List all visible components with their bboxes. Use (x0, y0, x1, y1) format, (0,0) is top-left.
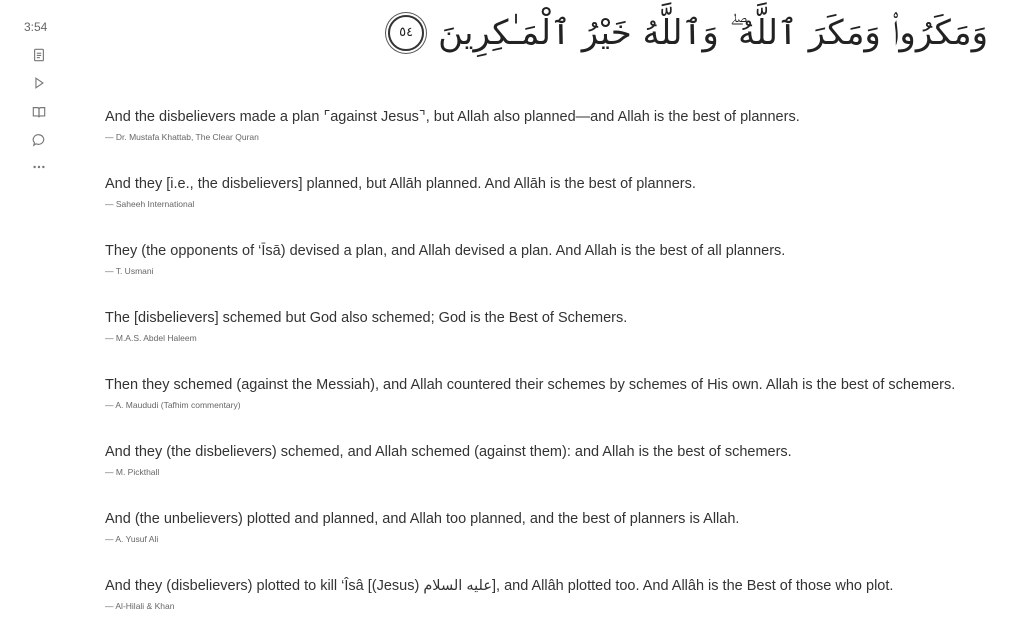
translation-item (105, 242, 1005, 309)
translation-source: — M.A.S. Abdel Haleem (105, 333, 197, 343)
translation-text: And they (the disbelievers) schemed, and Allah schemed (against them): and Allah is the best of schemers. (105, 444, 792, 460)
translation-item (105, 309, 1005, 376)
arabic-text[interactable]: وَمَكَرُوا۟ وَمَكَرَ ٱللَّهُ ۖ وَٱللَّهُ خَيْرُ ٱلْمَـٰكِرِينَ (438, 13, 988, 53)
translation-text: The [disbelievers] schemed but God also schemed; God is the Best of Schemers. (105, 310, 628, 326)
translation-item (105, 376, 1005, 443)
translation-item (105, 108, 1005, 175)
translation-source: — A. Yusuf Ali (105, 534, 159, 544)
more-icon[interactable] (31, 159, 47, 175)
play-icon[interactable] (31, 75, 47, 91)
translation-item (105, 175, 1005, 242)
translation-text: And they [i.e., the disbelievers] planned, but Allāh planned. And Allāh is the best of planners. (105, 176, 696, 192)
arabic-verse (388, 12, 988, 53)
verse-actions-sidebar (0, 0, 80, 637)
translation-item (105, 510, 1005, 577)
translation-source: — M. Pickthall (105, 467, 160, 477)
translation-source: — Dr. Mustafa Khattab, The Clear Quran (105, 132, 259, 142)
translation-text: And they (disbelievers) plotted to kill ‘Îsâ [(Jesus) عليه السلام], and Allâh plotted too. And Allâh is the Best of those who plot. (105, 578, 894, 594)
translation-text: They (the opponents of ‘Īsā) devised a plan, and Allah devised a plan. And Allah is the best of all planners. (105, 243, 786, 259)
translation-source: — Saheeh International (105, 199, 195, 209)
comment-icon[interactable] (31, 132, 47, 148)
translations-list (105, 108, 1005, 644)
book-icon[interactable] (31, 104, 47, 120)
translation-text: And (the unbelievers) plotted and planned, and Allah too planned, and the best of planners is Allah. (105, 511, 740, 527)
translation-source: — Al-Hilali & Khan (105, 601, 175, 611)
translation-source: — T. Usmani (105, 266, 154, 276)
translation-source: — A. Maududi (Tafhim commentary) (105, 400, 241, 410)
translation-item (105, 443, 1005, 510)
translation-item (105, 577, 1005, 644)
verse-key[interactable]: 3:54 (24, 20, 48, 34)
translation-text: Then they schemed (against the Messiah), and Allah countered their schemes by schemes of His own. Allah is the best of schemers. (105, 377, 956, 393)
tafsir-icon[interactable] (31, 47, 47, 63)
ayah-number-marker: ٥٤ (388, 15, 424, 51)
translation-text: And the disbelievers made a plan ⌜against Jesus⌝, but Allah also planned—and Allah is the best of planners. (105, 109, 800, 125)
